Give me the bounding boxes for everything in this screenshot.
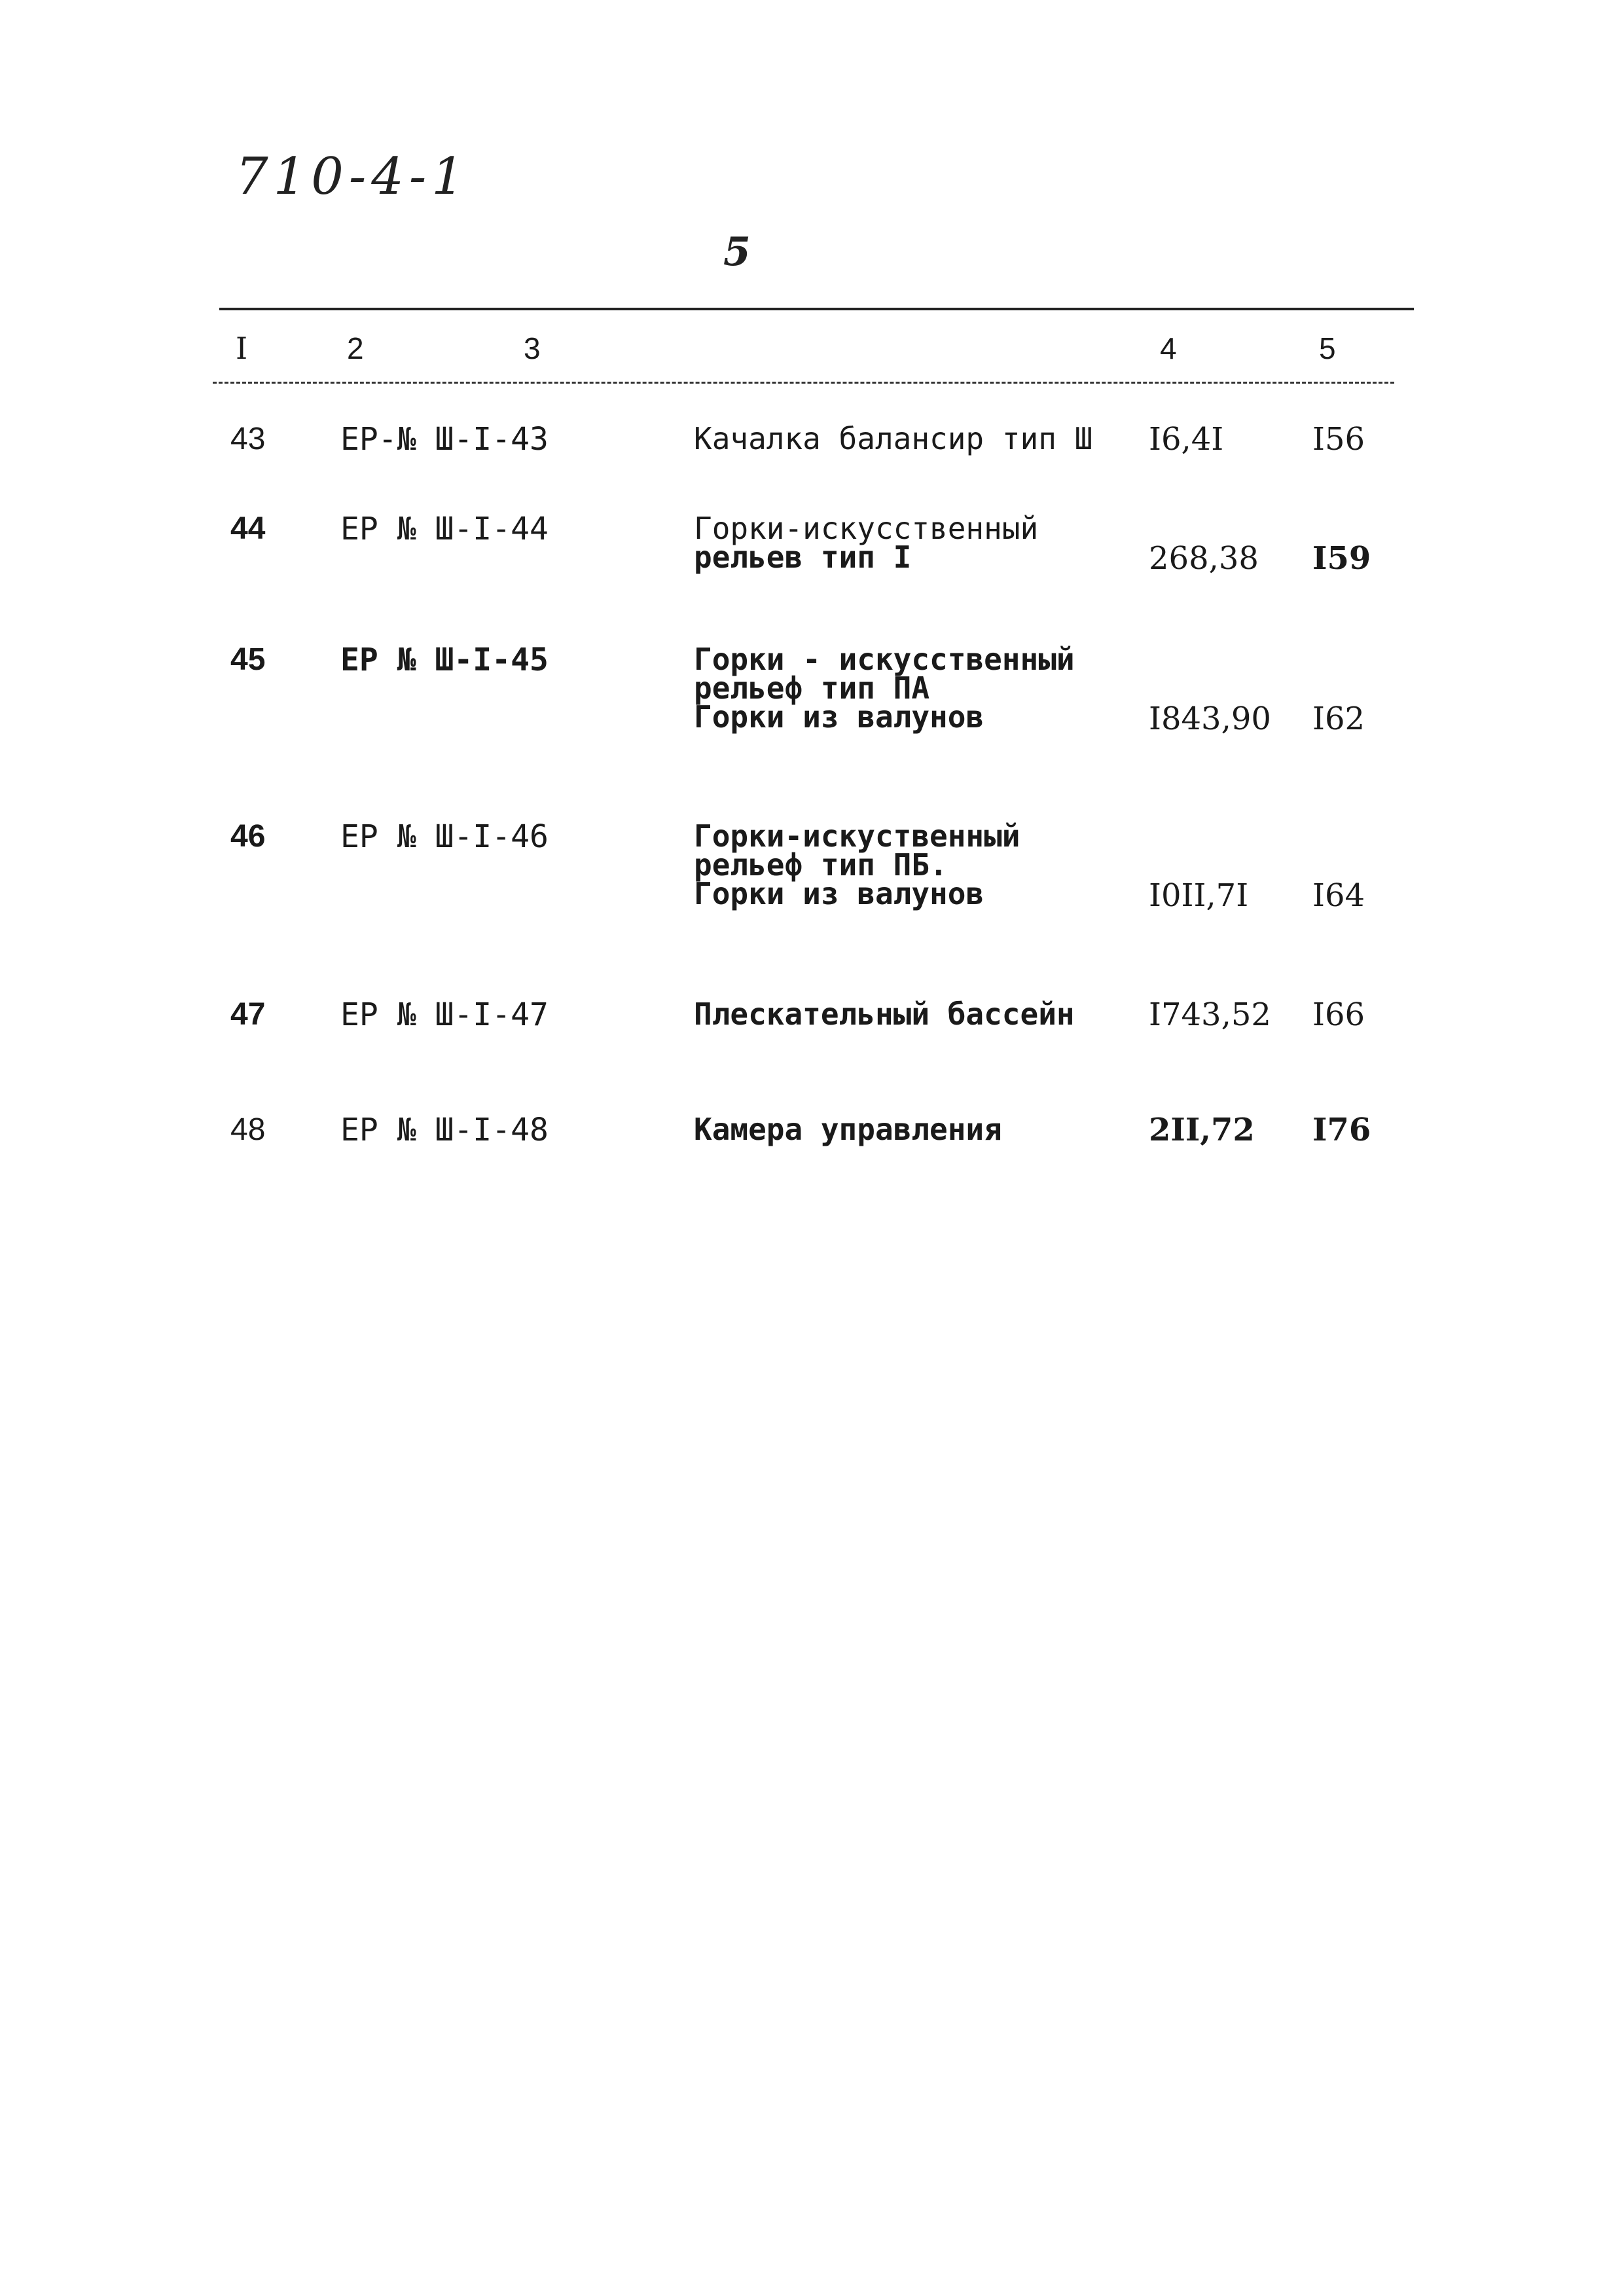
row-page: I59 — [1312, 540, 1371, 577]
description-line: Горки-искуственный — [694, 818, 1020, 854]
header-col-4: 4 — [1160, 331, 1177, 365]
row-code: ЕР-№ Ш-I-43 — [340, 421, 549, 458]
row-page: I56 — [1312, 421, 1365, 458]
row-value: 268,38 — [1149, 540, 1259, 577]
row-code: ЕР № Ш-I-44 — [340, 511, 549, 547]
row-number: 48 — [230, 1112, 266, 1147]
description-line: рельеф тип ПА — [694, 670, 930, 706]
row-description — [694, 996, 1075, 1032]
table-top-rule — [219, 308, 1414, 310]
description-line: Качалка балансир тип Ш — [694, 421, 1093, 456]
row-code: ЕР № Ш-I-47 — [340, 996, 549, 1033]
row-code: ЕР № Ш-I-46 — [340, 818, 549, 855]
row-page: I66 — [1312, 996, 1365, 1033]
row-value: I743,52 — [1149, 996, 1271, 1033]
description-line: рельеф тип ПБ. — [694, 847, 948, 883]
description-line: Горки из валунов — [694, 876, 984, 911]
header-col-3: 3 — [524, 331, 541, 365]
row-number: 44 — [230, 511, 266, 546]
description-line: Горки-искусственный — [694, 511, 1039, 546]
row-number: 46 — [230, 819, 266, 854]
row-code: ЕР № Ш-I-48 — [340, 1112, 549, 1148]
row-number: 43 — [230, 422, 266, 456]
header-col-5: 5 — [1319, 331, 1336, 365]
row-page: I62 — [1312, 701, 1365, 737]
header-col-2: 2 — [347, 331, 364, 365]
description-line: Камера управления — [694, 1112, 1002, 1147]
row-page: I64 — [1312, 877, 1365, 914]
page-number: 5 — [723, 229, 751, 275]
row-description — [694, 1112, 1002, 1147]
row-value: I6,4I — [1149, 421, 1224, 458]
row-description — [694, 421, 1093, 456]
row-value: I0II,7I — [1149, 877, 1249, 914]
row-page: I76 — [1312, 1112, 1371, 1148]
description-line: Горки из валунов — [694, 699, 984, 735]
row-value: 2II,72 — [1149, 1112, 1255, 1148]
header-col-1: I — [236, 331, 248, 366]
row-number: 47 — [230, 997, 266, 1032]
row-code: ЕР № Ш-I-45 — [340, 642, 549, 678]
description-line: Плескательный бассейн — [694, 996, 1075, 1032]
header-bottom-rule — [213, 382, 1394, 384]
description-line: рельев тип I — [694, 539, 912, 575]
row-description — [694, 511, 1039, 575]
row-value: I843,90 — [1149, 701, 1271, 737]
row-description — [694, 818, 1020, 911]
table-header — [0, 331, 1624, 370]
row-number: 45 — [230, 642, 266, 677]
description-line: Горки - искусственный — [694, 642, 1075, 677]
row-description — [694, 642, 1075, 735]
handwritten-note: 710-4-1 — [236, 147, 469, 206]
